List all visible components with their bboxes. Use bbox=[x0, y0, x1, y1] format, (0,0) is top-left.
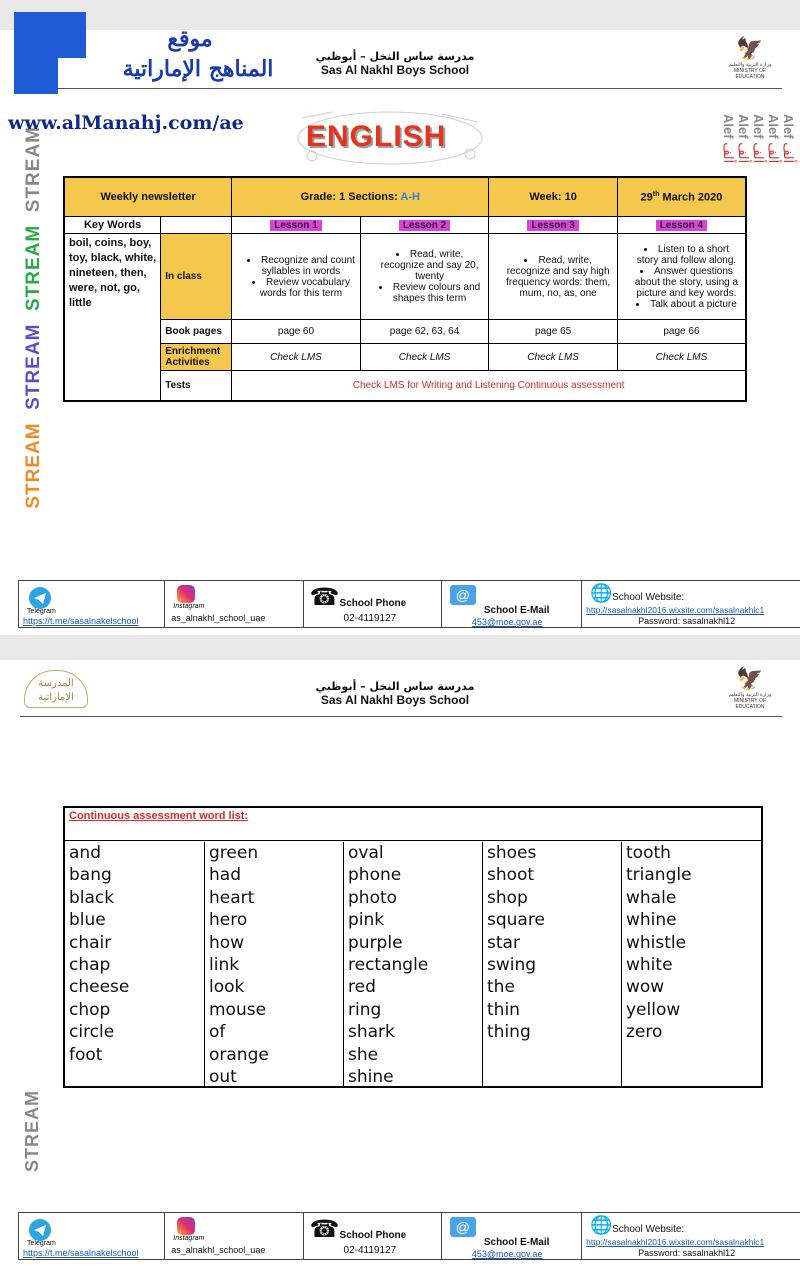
word-column-4 bbox=[482, 842, 622, 1086]
book-page-cell: page 62, 63, 64 bbox=[360, 320, 489, 344]
word-item: whine bbox=[626, 910, 677, 931]
in-class-lesson-3 bbox=[489, 234, 618, 320]
website-link[interactable]: http://sasalnakhl2016.wixsite.com/sasalnakhlc1 bbox=[586, 1237, 765, 1247]
instagram-handle[interactable]: as_alnakhl_school_uae bbox=[171, 613, 266, 623]
word-item: blue bbox=[69, 910, 106, 931]
word-item: circle bbox=[69, 1022, 115, 1043]
emirati-school-logo: المدرسة الإماراتية bbox=[24, 670, 88, 708]
word-item: heart bbox=[209, 887, 255, 908]
ministry-crest bbox=[720, 666, 780, 712]
website-label: School Website: bbox=[612, 592, 685, 603]
phone-number[interactable]: 02-4119127 bbox=[343, 1245, 397, 1256]
school-name-ar: مدرسة ساس النخل – أبوظبي bbox=[315, 680, 475, 693]
word-item: green bbox=[209, 843, 259, 863]
school-header bbox=[300, 50, 490, 77]
site-url[interactable]: www.alManahj.com/ae bbox=[8, 112, 244, 134]
school-name-en: Sas Al Nakhl Boys School bbox=[320, 693, 470, 707]
phone-label: School Phone bbox=[339, 1230, 407, 1241]
instagram-cell bbox=[165, 1213, 303, 1259]
book-page-cell: page 65 bbox=[489, 320, 618, 344]
school-name-en: Sas Al Nakhl Boys School bbox=[320, 63, 470, 77]
stream-word-4: STREAM bbox=[23, 126, 44, 213]
school-header bbox=[300, 680, 490, 707]
english-title: ENGLISH bbox=[306, 120, 447, 153]
word-item: cheese bbox=[69, 977, 130, 998]
instagram-label: Instagram bbox=[173, 1235, 205, 1242]
phone-number[interactable]: 02-4119127 bbox=[343, 613, 397, 624]
ministry-ar-label: وزارة التربية والتعليم bbox=[728, 692, 772, 698]
word-item: had bbox=[209, 865, 241, 886]
in-class-lesson-2 bbox=[360, 234, 489, 320]
word-item: she bbox=[348, 1044, 379, 1065]
stream-word-3: STREAM bbox=[23, 224, 44, 312]
word-item: pink bbox=[348, 910, 385, 931]
stream-logo-strip: STREAM bbox=[22, 1090, 42, 1172]
book-page-cell: page 60 bbox=[232, 320, 361, 344]
email-icon: @ bbox=[450, 585, 476, 605]
word-item: hero bbox=[209, 910, 248, 931]
in-class-lesson-4 bbox=[617, 234, 746, 320]
word-item: chair bbox=[69, 932, 112, 953]
word-item: out bbox=[209, 1067, 237, 1088]
email-cell bbox=[442, 581, 582, 627]
telegram-label: Telegram bbox=[27, 1240, 56, 1247]
header-divider bbox=[20, 88, 782, 89]
falcon-emblem-icon: 🦅 bbox=[736, 666, 764, 691]
english-banner bbox=[292, 108, 488, 168]
weekly-newsletter-table bbox=[63, 176, 747, 402]
website-cell bbox=[582, 581, 800, 627]
email-label: School E-Mail bbox=[483, 605, 550, 616]
in-class-label: In class bbox=[161, 234, 232, 320]
word-item: triangle bbox=[626, 865, 692, 886]
school-name-ar: مدرسة ساس النخل – أبوظبي bbox=[315, 50, 475, 63]
enrichment-cell: Check LMS bbox=[489, 344, 618, 371]
header-divider bbox=[20, 716, 782, 717]
word-item: chop bbox=[69, 999, 111, 1020]
newsletter-title: Weekly newsletter bbox=[64, 177, 232, 217]
word-item: the bbox=[487, 977, 515, 998]
word-item: orange bbox=[209, 1044, 269, 1065]
instagram-icon bbox=[177, 585, 195, 603]
lesson-4-header: Lesson 4 bbox=[617, 217, 746, 234]
website-password: Password: sasalnakhl12 bbox=[638, 1248, 736, 1258]
ministry-ar-label: وزارة التربية والتعليم bbox=[728, 62, 772, 68]
word-item: thing bbox=[487, 1022, 531, 1043]
word-column-3 bbox=[343, 842, 483, 1086]
word-item: bang bbox=[69, 865, 112, 886]
word-item: zero bbox=[626, 1022, 663, 1043]
site-logo-block bbox=[14, 12, 86, 58]
word-item: thin bbox=[487, 999, 520, 1020]
email-link[interactable]: 453@moe.gov.ae bbox=[471, 1249, 543, 1259]
phone-icon: ☎ bbox=[309, 1216, 340, 1243]
empty-cell bbox=[161, 217, 232, 234]
key-words-label: Key Words bbox=[64, 217, 161, 234]
telegram-icon bbox=[29, 587, 51, 609]
key-words-list: boil, coins, boy, toy, black, white, nineteen, then, were, not, go, little bbox=[64, 234, 161, 401]
contact-footer bbox=[18, 1212, 800, 1260]
book-page-cell: page 66 bbox=[617, 320, 746, 344]
lesson-2-header: Lesson 2 bbox=[360, 217, 489, 234]
word-item: white bbox=[626, 955, 673, 976]
word-item: ring bbox=[348, 999, 382, 1020]
phone-label: School Phone bbox=[339, 598, 407, 609]
word-item: oval bbox=[348, 843, 384, 863]
website-password: Password: sasalnakhl12 bbox=[638, 616, 736, 626]
objective-item: • Read, write, recognize and say 20, twenty bbox=[375, 249, 485, 282]
word-item: whistle bbox=[626, 932, 687, 953]
in-class-lesson-1 bbox=[232, 234, 361, 320]
objective-item: • Review vocabulary words for this term bbox=[246, 277, 356, 299]
newsletter-date: 29th March 2020 bbox=[617, 177, 746, 217]
phone-cell bbox=[304, 581, 442, 627]
site-name-ar-top: موقع bbox=[167, 26, 213, 52]
word-item: purple bbox=[348, 932, 403, 953]
instagram-handle[interactable]: as_alnakhl_school_uae bbox=[171, 1245, 266, 1255]
word-item: of bbox=[209, 1022, 226, 1043]
word-item: shine bbox=[348, 1067, 394, 1088]
instagram-cell bbox=[165, 581, 303, 627]
word-item: rectangle bbox=[348, 955, 429, 976]
enrichment-cell: Check LMS bbox=[617, 344, 746, 371]
email-label: School E-Mail bbox=[483, 1237, 550, 1248]
globe-icon: 🌐 bbox=[590, 583, 613, 603]
website-cell bbox=[582, 1213, 800, 1259]
instagram-label: Instagram bbox=[173, 603, 205, 610]
word-list-title: Continuous assessment word list: bbox=[69, 810, 249, 822]
email-cell bbox=[442, 1213, 582, 1259]
lesson-3-header: Lesson 3 bbox=[489, 217, 618, 234]
instagram-icon bbox=[177, 1217, 195, 1235]
telegram-link[interactable]: https://t.me/sasalnakelschool bbox=[23, 616, 139, 626]
ministry-label: MINISTRY OF EDUCATION bbox=[733, 698, 767, 710]
alef-logo: Alef ألف bbox=[766, 114, 781, 164]
objective-item: • Review colours and shapes this term bbox=[375, 282, 485, 304]
wordlist-page bbox=[0, 660, 800, 1280]
enrichment-cell: Check LMS bbox=[360, 344, 489, 371]
falcon-emblem-icon: 🦅 bbox=[736, 36, 764, 61]
stream-word-1: STREAM bbox=[23, 422, 44, 509]
telegram-cell bbox=[19, 1213, 165, 1259]
phone-cell bbox=[304, 1213, 442, 1259]
email-link[interactable]: 453@moe.gov.ae bbox=[471, 617, 543, 627]
lesson-1-header: Lesson 1 bbox=[232, 217, 361, 234]
word-item: mouse bbox=[209, 999, 267, 1020]
telegram-icon bbox=[29, 1219, 51, 1241]
website-link[interactable]: http://sasalnakhl2016.wixsite.com/sasalnakhlc1 bbox=[586, 605, 765, 615]
word-item: red bbox=[348, 977, 376, 998]
stream-logo-strip bbox=[22, 126, 46, 509]
alef-logo: Alef ألف bbox=[721, 114, 736, 164]
word-item: swing bbox=[487, 955, 537, 976]
word-item: shoot bbox=[487, 865, 535, 886]
word-item: photo bbox=[348, 887, 398, 908]
telegram-link[interactable]: https://t.me/sasalnakelschool bbox=[23, 1248, 139, 1258]
word-item: yellow bbox=[626, 999, 681, 1020]
phone-icon: ☎ bbox=[309, 584, 340, 611]
objective-item: • Recognize and count syllables in words bbox=[246, 255, 356, 277]
word-item: tooth bbox=[626, 843, 671, 863]
objective-item: • Read, write, recognize and say high frequency words: them, mum, no, as, one bbox=[503, 255, 613, 299]
ministry-crest bbox=[720, 36, 780, 82]
objective-item: • Listen to a short story and follow along. bbox=[632, 244, 741, 266]
enrichment-cell: Check LMS bbox=[232, 344, 361, 371]
site-logo-block bbox=[14, 58, 58, 94]
title-divider bbox=[65, 840, 761, 841]
tests-cell: Check LMS for Writing and Listening Continuous assessment bbox=[232, 371, 746, 401]
word-item: shoes bbox=[487, 843, 537, 863]
word-item: shark bbox=[348, 1022, 395, 1043]
word-item: chap bbox=[69, 955, 111, 976]
site-name-ar: المناهج الإماراتية bbox=[122, 56, 274, 82]
tests-label: Tests bbox=[161, 371, 232, 401]
telegram-cell bbox=[19, 581, 165, 627]
word-column-1 bbox=[65, 842, 204, 1086]
word-item: wow bbox=[626, 977, 665, 998]
alef-logo: Alef ألف bbox=[781, 114, 796, 164]
book-pages-label: Book pages bbox=[161, 320, 232, 344]
ministry-label: MINISTRY OF EDUCATION bbox=[733, 68, 767, 80]
word-item: and bbox=[69, 843, 101, 863]
email-icon: @ bbox=[450, 1217, 476, 1237]
word-item: look bbox=[209, 977, 245, 998]
word-item: whale bbox=[626, 887, 677, 908]
word-item: how bbox=[209, 932, 245, 953]
word-item: foot bbox=[69, 1044, 103, 1065]
word-column-5 bbox=[621, 842, 760, 1086]
word-item: black bbox=[69, 887, 115, 908]
word-item: shop bbox=[487, 887, 528, 908]
website-label: School Website: bbox=[612, 1224, 685, 1235]
alef-logo: Alef ألف bbox=[751, 114, 766, 164]
word-item: square bbox=[487, 910, 545, 931]
word-item: star bbox=[487, 932, 520, 953]
word-item: phone bbox=[348, 865, 402, 886]
word-column-2 bbox=[204, 842, 344, 1086]
word-item: link bbox=[209, 955, 240, 976]
stream-word-2: STREAM bbox=[23, 323, 44, 410]
objective-item: • Answer questions about the story, using a picture and key words. bbox=[632, 266, 741, 299]
grade-sections: Grade: 1 Sections: A-H bbox=[232, 177, 489, 217]
week-number: Week: 10 bbox=[489, 177, 618, 217]
telegram-label: Telegram bbox=[27, 608, 56, 615]
alef-logo: Alef ألف bbox=[736, 114, 751, 164]
enrichment-label: Enrichment Activities bbox=[161, 344, 232, 371]
objective-item: • Talk about a picture bbox=[632, 299, 741, 310]
globe-icon: 🌐 bbox=[590, 1215, 613, 1235]
word-list-table bbox=[63, 806, 763, 1088]
contact-footer bbox=[18, 580, 800, 628]
